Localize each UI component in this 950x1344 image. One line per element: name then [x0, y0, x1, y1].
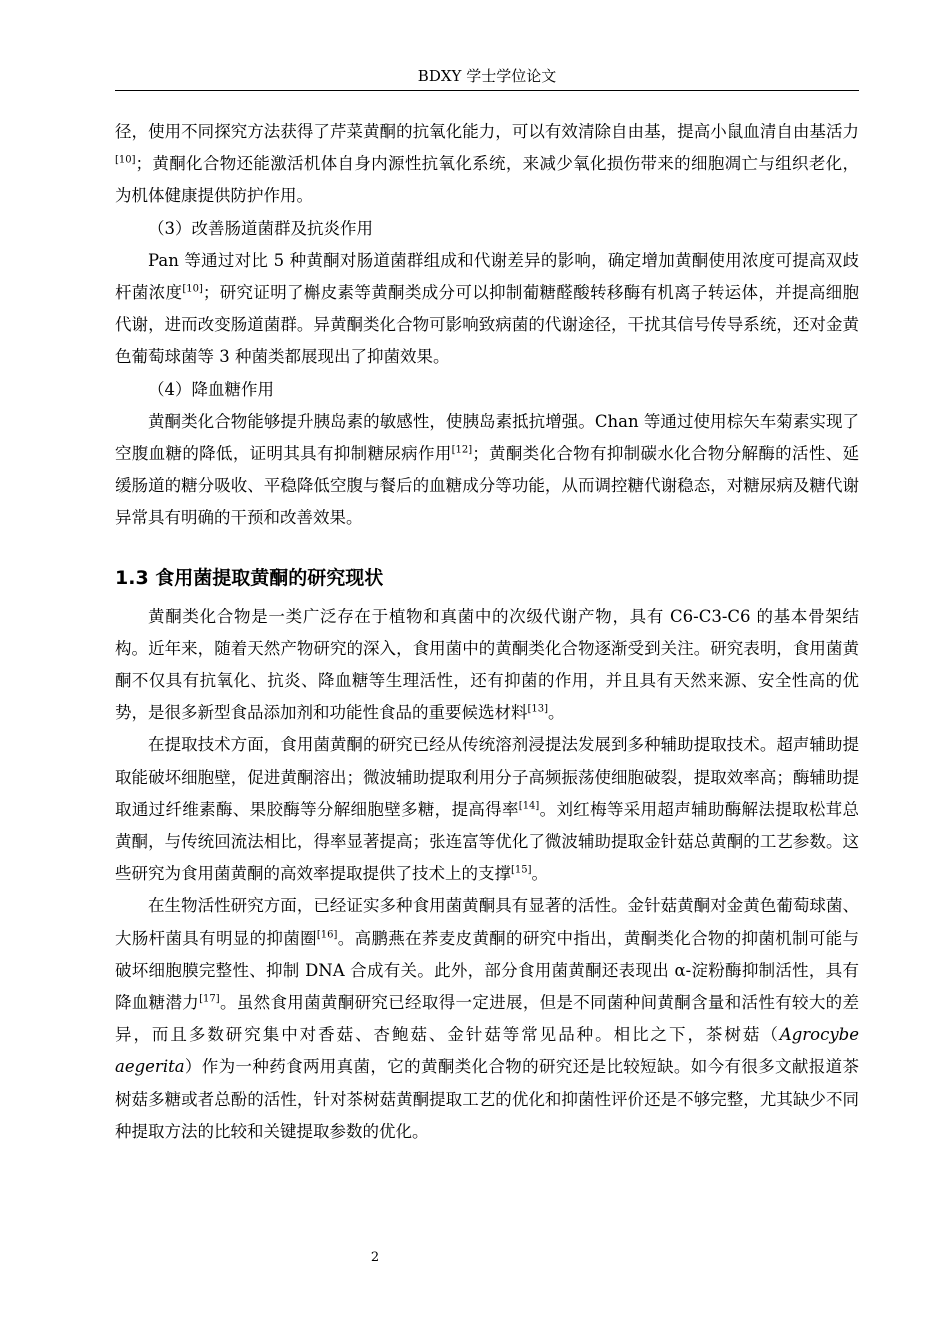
citation: [10] [115, 154, 136, 166]
page-number: 2 [370, 1250, 380, 1265]
citation: [13] [527, 703, 549, 715]
text-run: 。 [548, 703, 565, 723]
text-run: Pan 等通过对比 5 种黄酮对肠道菌群组成和代谢差异的影响，确定增加黄酮使用浓度可提高双歧杆菌浓度 [115, 250, 859, 303]
text-run: 在生物活性研究方面，已经证实多种食用菌黄酮具有显著的活性。金针菇黄酮对金黄色葡萄球菌、大肠杆菌具有明显的抑菌圈 [115, 896, 859, 948]
text-run: 在提取技术方面，食用菌黄酮的研究已经从传统溶剂浸提法发展到多种辅助提取技术。超声辅助提取能破坏细胞壁，促进黄酮溶出；微波辅助提取利用分子高频振荡使细胞破裂，提取效率高；酶辅助提取通过纤维素酶、果胶酶等分解细胞壁多糖，提高得率 [115, 735, 859, 819]
paragraph-extraction-tech [115, 729, 859, 890]
subheading-item-3: （3）改善肠道菌群及抗炎作用 [148, 218, 373, 238]
citation: [16] [316, 929, 338, 941]
species-name: Agrocybe aegerita [115, 1025, 859, 1077]
citation: [14] [518, 800, 540, 812]
text-run: 黄酮类化合物是一类广泛存在于植物和真菌中的次级代谢产物，具有 C6-C3-C6 的基本骨架结构。近年来，随着天然产物研究的深入，食用菌中的黄酮类化合物逐渐受到关注。研究表明，食用菌黄酮不仅具有抗氧化、抗炎、降血糖等生理活性，还有抑菌的作用，并且具有天然来源、安全性高的优势，是很多新型食品添加剂和功能性食品的重要候选材料 [115, 606, 859, 723]
text-run: 。刘红梅等采用超声辅助酶解法提取松茸总黄酮，与传统回流法相比，得率显著提高；张连富等优化了微波辅助提取金针菇总黄酮的工艺参数。这些研究为食用菌黄酮的高效率提取提供了技术上的支撑 [115, 799, 860, 884]
text-run: 黄酮类化合物能够提升胰岛素的敏感性，使胰岛素抵抗增强。Chan 等通过使用棕矢车菊素实现了空腹血糖的降低，证明其具有抑制糖尿病作用 [115, 411, 859, 464]
paragraph-gut-flora [115, 245, 859, 374]
text-run: ；黄酮类化合物有抑制碳水化合物分解酶的活性、延缓肠道的糖分吸收、平稳降低空腹与餐后的血糖成分等功能，从而调控糖代谢稳态，对糖尿病及糖代谢异常具有明确的干预和改善效果。 [115, 444, 860, 528]
running-header: BDXY 学士学位论文 [417, 67, 557, 85]
header-rule [115, 90, 859, 91]
text-run: 。 [531, 864, 549, 884]
paragraph-antioxidant [115, 116, 859, 213]
text-run: 径，使用不同探究方法获得了芹菜黄酮的抗氧化能力，可以有效清除自由基，提高小鼠血清自由基活力 [115, 122, 859, 141]
citation: [15] [511, 864, 532, 876]
paragraph-overview [115, 601, 859, 730]
section-heading: 1.3 食用菌提取黄酮的研究现状 [115, 566, 384, 589]
text-run: ；黄酮化合物还能激活机体自身内源性抗氧化系统，来减少氧化损伤带来的细胞凋亡与组织老化，为机体健康提供防护作用。 [115, 154, 859, 206]
text-run: 。高鹏燕在荞麦皮黄酮的研究中指出，黄酮类化合物的抑菌机制可能与破坏细胞膜完整性、抑制 DNA 合成有关。此外，部分食用菌黄酮还表现出 α-淀粉酶抑制活性，具有降血糖潜力 [115, 928, 860, 1013]
citation: [17] [199, 993, 220, 1005]
text-run: 。虽然食用菌黄酮研究已经取得一定进展，但是不同菌种间黄酮含量和活性有较大的差异，而且多数研究集中对香菇、杏鲍菇、金针菇等常见品种。相比之下，茶树菇（ [115, 993, 860, 1045]
citation: [12] [451, 444, 473, 456]
text-run: ；研究证明了槲皮素等黄酮类成分可以抑制葡糖醛酸转移酶有机离子转运体，并提高细胞代谢，进而改变肠道菌群。异黄酮类化合物可影响致病菌的代谢途径，干扰其信号传导系统，还对金黄色葡萄球菌等 3 种菌类都展现出了抑菌效果。 [115, 283, 860, 367]
subheading-item-4: （4）降血糖作用 [148, 379, 274, 399]
page-body [115, 116, 859, 1148]
paragraph-bioactivity [115, 890, 859, 1148]
spacer [115, 535, 859, 563]
text-run: ）作为一种药食两用真菌，它的黄酮类化合物的研究还是比较短缺。如今有很多文献报道茶树菇多糖或者总酚的活性，针对茶树菇黄酮提取工艺的优化和抑菌性评价还是不够完整，尤其缺少不同种提取方法的比较和关键提取参数的优化。 [115, 1057, 859, 1141]
paragraph-blood-sugar [115, 406, 859, 535]
citation: [10] [182, 283, 203, 295]
